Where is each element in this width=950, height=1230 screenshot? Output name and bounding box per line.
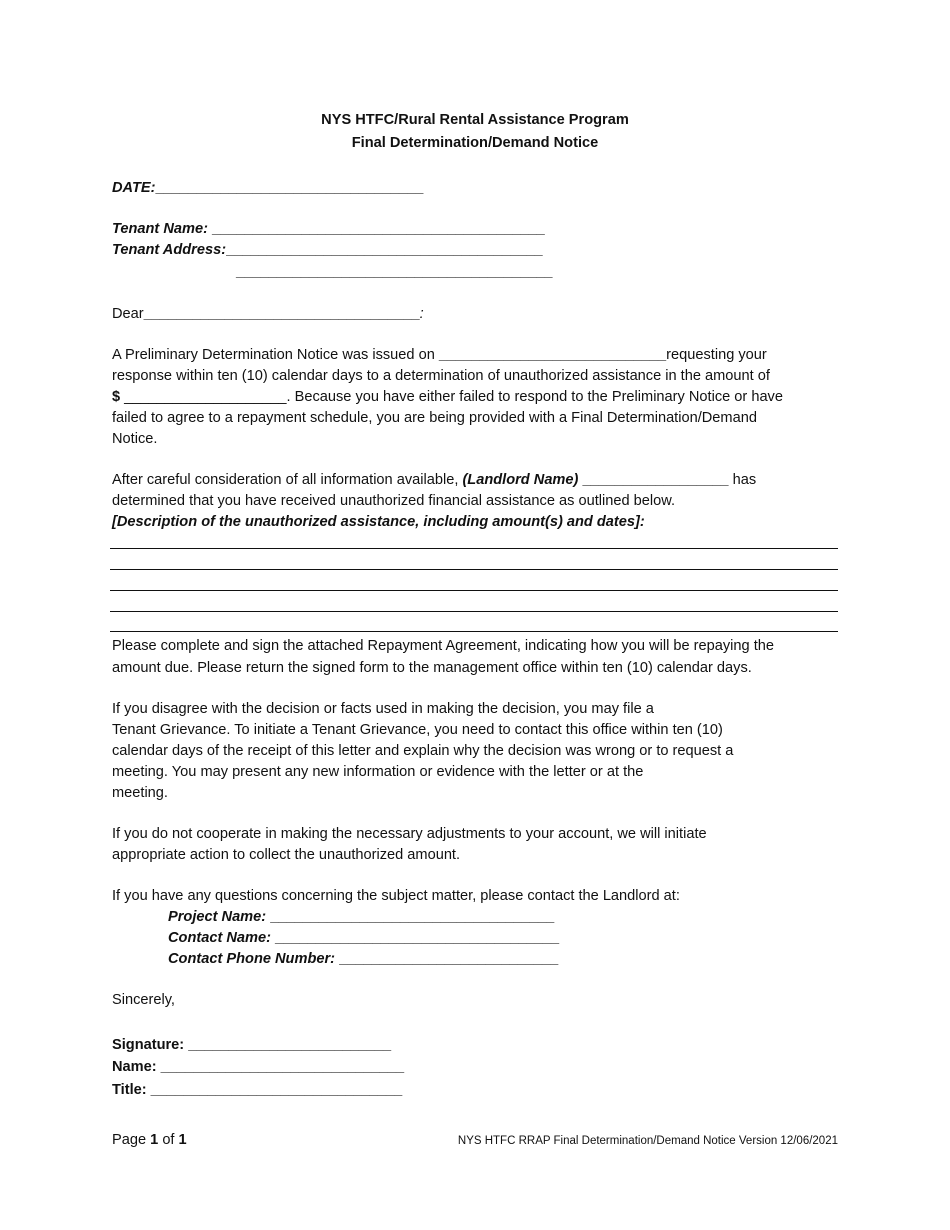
tenant-address-blank[interactable]: _______________________________________ xyxy=(226,242,543,258)
tenant-name-blank[interactable]: _________________________________________ xyxy=(212,221,545,237)
dollar-sign: $ xyxy=(112,389,121,405)
para6-line1: If you have any questions concerning the subject matter, please contact the Landlord at: xyxy=(112,888,680,904)
name-blank[interactable]: ______________________________ xyxy=(156,1059,405,1075)
signature-field xyxy=(112,1035,391,1056)
para2-line1 xyxy=(112,470,756,491)
para1-line2: response within ten (10) calendar days to a determination of unauthorized assistance in the amount of xyxy=(112,368,770,384)
page-current: 1 xyxy=(150,1132,159,1148)
tenant-name-label: Tenant Name: xyxy=(112,221,208,237)
preliminary-date-blank[interactable]: ____________________________ xyxy=(438,347,667,363)
para1-line4: failed to agree to a repayment schedule, you are being provided with a Final Determination/Demand xyxy=(112,410,757,426)
para4-line5: meeting. xyxy=(112,785,168,801)
para5-line2: appropriate action to collect the unauthorized amount. xyxy=(112,847,461,863)
para1-text-end: requesting your xyxy=(666,347,767,363)
page-of: of xyxy=(158,1132,179,1148)
contact-phone-label: Contact Phone Number: xyxy=(168,951,336,967)
para5-line1: If you do not cooperate in making the necessary adjustments to your account, we will initiate xyxy=(112,826,707,842)
amount-blank[interactable]: ____________________. xyxy=(120,389,291,405)
project-name-blank[interactable]: ___________________________________ xyxy=(266,909,555,925)
project-name-field xyxy=(168,907,554,928)
recipient-blank[interactable]: __________________________________ xyxy=(143,306,420,322)
signature-blank[interactable]: _________________________ xyxy=(184,1037,392,1053)
description-line-3[interactable] xyxy=(110,590,838,591)
name-field xyxy=(112,1057,404,1078)
description-line-4[interactable] xyxy=(110,611,838,612)
contact-phone-field xyxy=(168,949,558,970)
description-line-2[interactable] xyxy=(110,569,838,570)
title-blank[interactable]: _______________________________ xyxy=(146,1082,403,1098)
para4-line4: meeting. You may present any new information or evidence with the letter or at the xyxy=(112,764,644,780)
tenant-address-blank-2[interactable]: _______________________________________ xyxy=(236,264,553,280)
date-field xyxy=(112,178,423,199)
para2-line2: determined that you have received unauthorized financial assistance as outlined below. xyxy=(112,493,676,509)
para4-line2: Tenant Grievance. To initiate a Tenant Grievance, you need to contact this office within ten (10) xyxy=(112,722,723,738)
name-label: Name: xyxy=(112,1059,157,1075)
sincerely-text: Sincerely, xyxy=(112,992,175,1008)
title-label: Title: xyxy=(112,1082,147,1098)
description-line-1[interactable] xyxy=(110,548,838,549)
contact-name-blank[interactable]: ___________________________________ xyxy=(270,930,560,946)
document-subtitle: Final Determination/Demand Notice xyxy=(351,135,599,151)
salutation xyxy=(112,304,424,325)
para1-line3-text: Because you have either failed to respond to the Preliminary Notice or have xyxy=(290,389,783,405)
para4-line3: calendar days of the receipt of this letter and explain why the decision was wrong or to request a xyxy=(112,743,734,759)
dear-text: Dear xyxy=(112,306,144,322)
para3-line1: Please complete and sign the attached Repayment Agreement, indicating how you will be repaying the xyxy=(112,638,774,654)
tenant-address-field xyxy=(112,240,543,261)
tenant-address-label: Tenant Address: xyxy=(112,242,227,258)
date-label: DATE: xyxy=(112,180,156,196)
title-field xyxy=(112,1080,402,1101)
para1-line5: Notice. xyxy=(112,431,158,447)
para4-line1: If you disagree with the decision or facts used in making the decision, you may file a xyxy=(112,701,654,717)
page-prefix: Page xyxy=(112,1132,151,1148)
para2-text: After careful consideration of all information available, xyxy=(112,472,463,488)
contact-name-label: Contact Name: xyxy=(168,930,271,946)
signature-label: Signature: xyxy=(112,1037,185,1053)
tenant-address-line2 xyxy=(236,262,553,283)
contact-name-field xyxy=(168,928,559,949)
para1-text: A Preliminary Determination Notice was issued on xyxy=(112,347,439,363)
version-footer: NYS HTFC RRAP Final Determination/Demand Notice Version 12/06/2021 xyxy=(457,1135,838,1147)
tenant-name-field xyxy=(112,219,545,240)
contact-phone-blank[interactable]: ___________________________ xyxy=(335,951,559,967)
document-title: NYS HTFC/Rural Rental Assistance Program xyxy=(321,112,629,128)
para3-line2: amount due. Please return the signed form to the management office within ten (10) calendar days. xyxy=(112,660,752,676)
description-line-5[interactable] xyxy=(110,631,838,632)
para1-line1 xyxy=(112,345,767,366)
project-name-label: Project Name: xyxy=(168,909,267,925)
page-total: 1 xyxy=(178,1132,187,1148)
landlord-name-blank[interactable]: __________________ xyxy=(578,472,729,488)
para2-text-end: has xyxy=(728,472,757,488)
salutation-colon: : xyxy=(419,306,424,322)
para1-line3 xyxy=(112,387,783,408)
page-number xyxy=(112,1132,187,1148)
landlord-name-label: (Landlord Name) xyxy=(462,472,579,488)
date-blank[interactable]: _________________________________ xyxy=(155,180,424,196)
description-heading: [Description of the unauthorized assistance, including amount(s) and dates]: xyxy=(112,514,645,530)
